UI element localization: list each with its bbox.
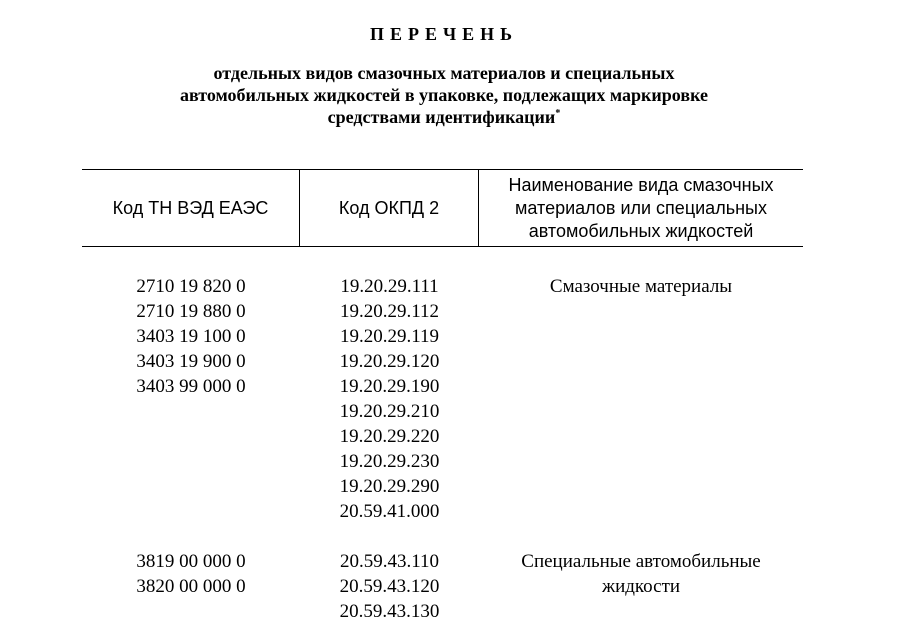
okpd-code: 20.59.43.110 <box>339 551 440 572</box>
header-name-line: Наименование вида смазочных <box>508 174 774 195</box>
okpd-code: 19.20.29.119 <box>339 326 440 347</box>
table-row-group-lubricants <box>82 274 803 524</box>
okpd-codes-cell <box>300 549 479 624</box>
tn-ved-code: 2710 19 880 0 <box>136 301 246 322</box>
table-header <box>82 169 803 247</box>
category-name-line: Специальные автомобильные <box>521 551 761 572</box>
okpd-code: 19.20.29.190 <box>339 376 440 397</box>
tn-ved-codes-cell <box>82 274 300 524</box>
subtitle-line: отдельных видов смазочных материалов и специальных <box>213 63 675 83</box>
document-title: ПЕРЕЧЕНЬ <box>369 24 519 44</box>
okpd-code: 19.20.29.290 <box>339 476 440 497</box>
subtitle-line <box>0 106 888 128</box>
tn-ved-code: 3403 99 000 0 <box>136 376 246 397</box>
tn-ved-code: 3403 19 900 0 <box>136 351 246 372</box>
okpd-code: 19.20.29.112 <box>339 301 440 322</box>
subtitle-line-text: средствами идентификации <box>327 107 556 127</box>
header-name-line: материалов или специальных <box>515 197 767 218</box>
okpd-codes-cell <box>300 274 479 524</box>
okpd-code: 20.59.41.000 <box>339 501 440 522</box>
header-tn-ved: Код ТН ВЭД ЕАЭС <box>82 170 300 246</box>
tn-ved-code: 3819 00 000 0 <box>136 551 246 572</box>
tn-ved-code: 3403 19 100 0 <box>136 326 246 347</box>
category-name-cell <box>479 274 803 524</box>
table-row-group-automotive-fluids <box>82 549 803 624</box>
okpd-code: 19.20.29.230 <box>339 451 440 472</box>
header-name-line: автомобильных жидкостей <box>528 220 754 241</box>
okpd-code: 19.20.29.120 <box>339 351 440 372</box>
category-name-line: жидкости <box>601 576 681 597</box>
document-subtitle <box>0 62 888 128</box>
header-name <box>479 170 803 246</box>
category-name: Смазочные материалы <box>549 276 733 297</box>
subtitle-line: автомобильных жидкостей в упаковке, подлежащих маркировке <box>180 85 708 105</box>
footnote-mark: * <box>555 108 561 119</box>
tn-ved-code: 3820 00 000 0 <box>136 576 246 597</box>
header-okpd: Код ОКПД 2 <box>300 170 479 246</box>
category-name-cell <box>479 549 803 624</box>
okpd-code: 19.20.29.210 <box>339 401 440 422</box>
okpd-code: 20.59.43.130 <box>339 601 440 622</box>
okpd-code: 20.59.43.120 <box>339 576 440 597</box>
okpd-code: 19.20.29.220 <box>339 426 440 447</box>
tn-ved-code: 2710 19 820 0 <box>136 276 246 297</box>
codes-table <box>82 169 803 624</box>
okpd-code: 19.20.29.111 <box>340 276 439 297</box>
tn-ved-codes-cell <box>82 549 300 624</box>
